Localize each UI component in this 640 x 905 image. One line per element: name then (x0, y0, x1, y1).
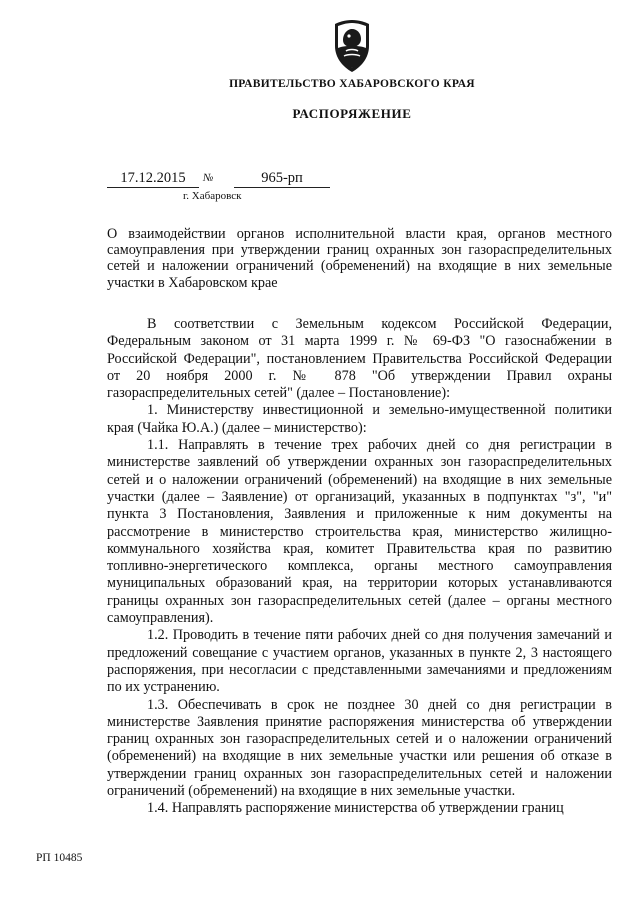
footer-document-code: РП 10485 (36, 852, 83, 864)
khabarovsk-krai-coat-of-arms-icon (329, 18, 375, 74)
document-subject: О взаимодействии органов исполнительной власти края, органов местного самоуправления при утверждении границ охранных зон газораспределительных сетей и наложении ограничений (обременений) на входящие в них земельные участки в Хабаровском крае (107, 226, 612, 291)
organization-title: ПРАВИТЕЛЬСТВО ХАБАРОВСКОГО КРАЯ (229, 78, 475, 90)
document-number: 965-рп (234, 169, 330, 188)
body-paragraph: 1.2. Проводить в течение пяти рабочих дней со дня получения замечаний и предложений совещание с участием органов, указанных в пункте 2, 3 настоящего распоряжения, при несогласии с представленными замечаниями и предложениям по их устранению. (107, 627, 612, 696)
body-paragraph: 1.1. Направлять в течение трех рабочих дней со дня регистрации в министерстве заявлений об утверждении охранных зон газораспределительных сетей и о наложении ограничений (обременений) на входящие в них земельные участки (далее – Заявление) от организаций, указанных в подпунктах "з", "и" пункта 3 Постановления, Заявления и приложенные к ним документы на рассмотрение в министерство строительства края, министерство жилищно-коммунального хозяйства края, комитет Правительства края по развитию топливно-энергетического комплекса, органы местного самоуправления муниципальных образований края, на территории которых устанавливаются границы охранных зон газораспределительных сетей (далее – органы местного самоуправления). (107, 437, 612, 627)
document-type-heading: РАСПОРЯЖЕНИЕ (292, 106, 412, 121)
body-paragraph: 1. Министерству инвестиционной и земельно-имущественной политики края (Чайка Ю.А.) (далее – министерство): (107, 402, 612, 436)
number-sign: № (203, 172, 214, 184)
body-paragraph: 1.3. Обеспечивать в срок не позднее 30 дней со дня регистрации в министерстве Заявления принятие распоряжения министерства об утверждении границ охранных зон газораспределительных сетей и о наложении ограничений (обременений) на входящие в них земельные участки или решения об отказе в утверждении границ охранных зон газораспределительных сетей и наложении ограничений (обременений) на входящие в них земельные участки. (107, 696, 612, 800)
document-city: г. Хабаровск (183, 190, 242, 202)
document-body (107, 316, 612, 818)
body-paragraph: В соответствии с Земельным кодексом Российской Федерации, Федеральным законом от 31 марта 1999 г. № 69-ФЗ "О газоснабжении в Российской Федерации", постановлением Правительства Российской Федерации от 20 ноября 2000 г. № 878 "Об утверждении Правил охраны газораспределительных сетей" (далее – Постановление): (107, 316, 612, 402)
body-paragraph: 1.4. Направлять распоряжение министерства об утверждении границ (147, 800, 564, 817)
document-date: 17.12.2015 (107, 169, 199, 188)
